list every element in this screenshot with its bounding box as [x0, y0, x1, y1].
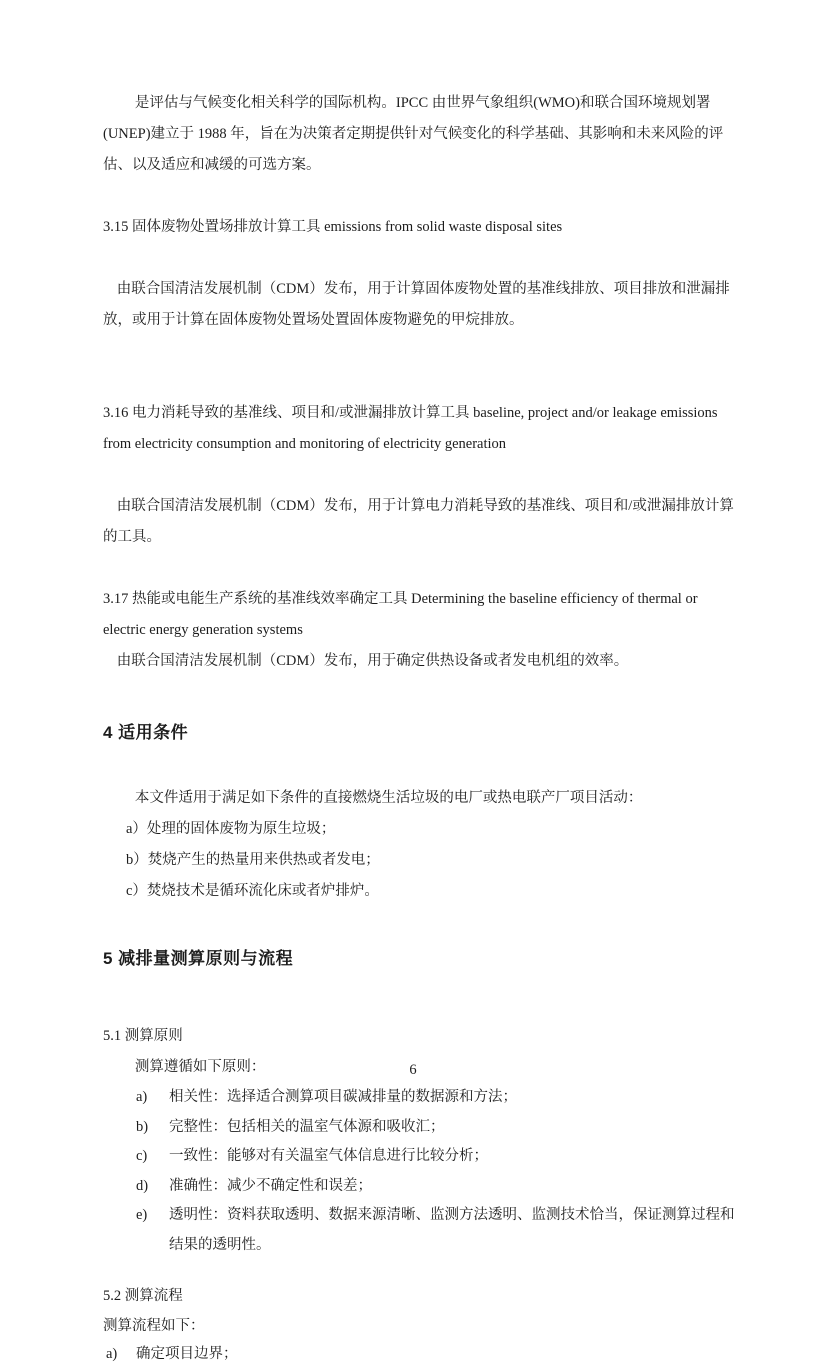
- list-item-label: c): [136, 1148, 148, 1164]
- term-3-16-heading: 3.16 电力消耗导致的基准线、项目和/或泄漏排放计算工具 baseline, project and/or leakage emissions from electricity consumption and monitoring of electricity generation: [103, 405, 718, 452]
- list-item: [136, 1142, 738, 1172]
- list-item-text: 准确性：减少不确定性和误差；: [169, 1177, 372, 1194]
- list-item: b）焚烧产生的热量用来供热或者发电；: [126, 852, 380, 868]
- term-3-17-heading: 3.17 热能或电能生产系统的基准线效率确定工具 Determining the baseline efficiency of thermal or electric energy generation systems: [103, 591, 698, 638]
- intro-paragraph: 是评估与气候变化相关科学的国际机构。IPCC 由世界气象组织(WMO)和联合国环境规划署(UNEP)建立于 1988 年，旨在为决策者定期提供针对气候变化的科学基础、其影响和未来风险的评估、以及适应和减缓的可选方案。: [103, 95, 724, 173]
- list-item-text: 确定项目边界；: [136, 1346, 238, 1362]
- list-item: [136, 1201, 738, 1260]
- term-3-15-heading: 3.15 固体废物处置场排放计算工具 emissions from solid waste disposal sites: [103, 219, 563, 235]
- term-3-16-definition: 由联合国清洁发展机制（CDM）发布，用于计算电力消耗导致的基准线、项目和/或泄漏排放计算的工具。: [103, 498, 734, 545]
- list-item: [106, 1340, 738, 1369]
- list-item: a）处理的固体废物为原生垃圾；: [126, 821, 336, 837]
- list-item-label: a): [136, 1089, 148, 1105]
- section-4-heading: 4 适用条件: [103, 723, 189, 742]
- term-3-17-definition: 由联合国清洁发展机制（CDM）发布，用于确定供热设备或者发电机组的效率。: [116, 653, 629, 669]
- section-5-2-heading: 5.2 测算流程: [103, 1288, 183, 1304]
- section-5-heading: 5 减排量测算原则与流程: [103, 949, 294, 968]
- list-item: [136, 1172, 738, 1202]
- list-item-label: e): [136, 1207, 148, 1223]
- list-item-text: 一致性：能够对有关温室气体信息进行比较分析；: [169, 1148, 488, 1164]
- list-item-label: b): [136, 1118, 149, 1135]
- list-item: [136, 1083, 738, 1113]
- flow-list: [106, 1340, 738, 1369]
- section-5-1-intro: 测算遵循如下原则：: [134, 1059, 266, 1075]
- section-5-1-heading: 5.1 测算原则: [103, 1028, 183, 1044]
- list-item-text: 相关性：选择适合测算项目碳减排量的数据源和方法；: [169, 1089, 517, 1105]
- section-5-2-intro: 测算流程如下：: [103, 1318, 205, 1334]
- section-4-condition-list: [126, 814, 738, 907]
- list-item: c）焚烧技术是循环流化床或者炉排炉。: [126, 883, 379, 899]
- list-item-label: d): [136, 1177, 149, 1194]
- term-3-15-definition: 由联合国清洁发展机制（CDM）发布，用于计算固体废物处置的基准线排放、项目排放和泄漏排放，或用于计算在固体废物处置场处置固体废物避免的甲烷排放。: [103, 281, 730, 328]
- page-number: 6: [409, 1062, 417, 1078]
- list-item-label: a): [106, 1346, 118, 1362]
- principle-list: [136, 1083, 738, 1260]
- section-4-intro: 本文件适用于满足如下条件的直接燃烧生活垃圾的电厂或热电联产厂项目活动：: [134, 790, 643, 806]
- list-item-text: 完整性：包括相关的温室气体源和吸收汇；: [169, 1118, 445, 1135]
- list-item: [136, 1113, 738, 1143]
- list-item-text: 透明性：资料获取透明、数据来源清晰、监测方法透明、监测技术恰当，保证测算过程和结果的透明性。: [169, 1207, 735, 1253]
